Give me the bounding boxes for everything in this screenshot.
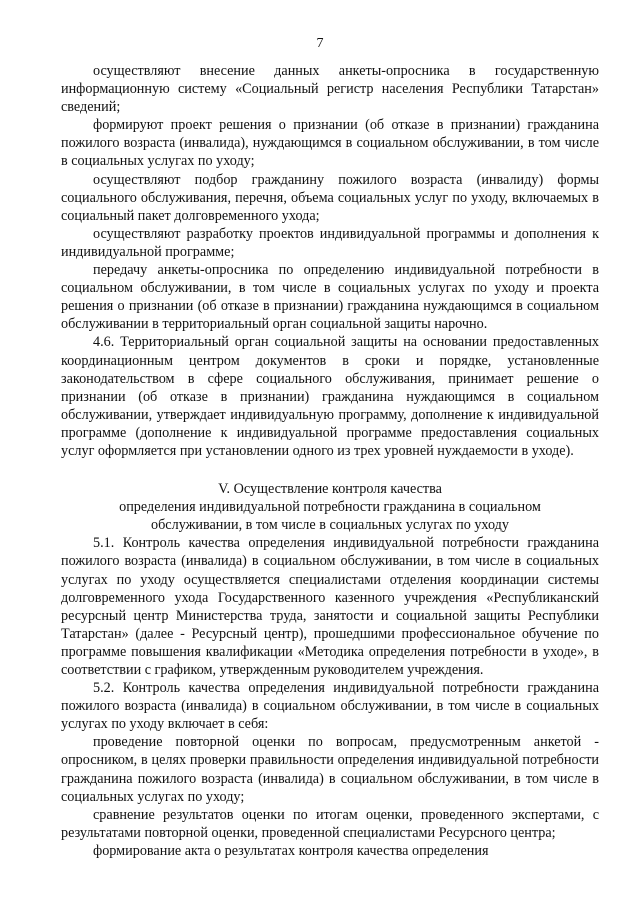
paragraph-4: осуществляют разработку проектов индивидуальной программы и дополнения к индивидуальной программе; bbox=[61, 225, 599, 260]
paragraph-4-6: 4.6. Территориальный орган социальной защиты на основании предоставленных координационным центром документов в сроки и порядке, установленные законодательством в сфере социального обслуживания, принимает решение о признании (об отказе в признании) гражданина нуждающимся в социальном обслуживании, утверждает индивидуальную программу, дополнение к индивидуальной программе (дополнение к индивидуальной программе предоставления социальных услуг оформляется при установлении одного из трех уровней нуждаемости в уходе). bbox=[61, 334, 599, 459]
page-number: 7 bbox=[316, 36, 324, 51]
paragraph-5: передачу анкеты-опросника по определению индивидуальной потребности в социальном обслуживании, в том числе в социальных услугах по уходу и проекта решения о признании (об отказе в признании) гражданина нуждающимся в социальном обслуживании в территориальный орган социальной защиты нарочно. bbox=[61, 262, 599, 333]
paragraph-5-2: 5.2. Контроль качества определения индивидуальной потребности гражданина пожилого возраста (инвалида) в социальном обслуживании, в том числе в социальных услугах по уходу включает в себя: bbox=[61, 680, 599, 733]
paragraph-3: осуществляют подбор гражданину пожилого возраста (инвалиду) формы социального обслуживания, перечня, объема социальных услуг по уходу, включаемых в социальный пакет долговременного ухода; bbox=[61, 171, 599, 224]
paragraph-1: осуществляют внесение данных анкеты-опросника в государственную информационную систему «Социальный регистр населения Республики Татарстан» сведений; bbox=[61, 63, 599, 116]
paragraph-2: формируют проект решения о признании (об отказе в признании) гражданина пожилого возраста (инвалида), нуждающимся в социальном обслуживании, в том числе в социальных услугах по уходу; bbox=[61, 117, 599, 170]
paragraph-5-2-item-1: проведение повторной оценки по вопросам, предусмотренным анкетой - опросником, в целях проверки правильности определения индивидуальной потребности гражданина пожилого возраста (инвалида) в социальном обслуживании, в том числе в социальных услугах по уходу; bbox=[61, 734, 599, 805]
section-heading-title: V. Осуществление контроля качества bbox=[218, 481, 442, 498]
paragraph-5-1: 5.1. Контроль качества определения индивидуальной потребности гражданина пожилого возраста (инвалида) в социальном обслуживании, в том числе в социальных услугах по уходу осуществляется специалистами отделения координации системы долговременного ухода Государственного казенного учреждения «Республиканский ресурсный центр Министерства труда, занятости и социальной защиты Республики Татарстан» (далее - Ресурсный центр), прошедшими профессиональное обучение по программе повышения квалификации «Методика определения потребности в уходе», в соответствии с графиком, утвержденным руководителем учреждения. bbox=[61, 535, 599, 678]
paragraph-5-2-item-2: сравнение результатов оценки по итогам оценки, проведенного экспертами, с результатами повторной оценки, проведенной специалистами Ресурсного центра; bbox=[61, 806, 599, 841]
document-body bbox=[61, 62, 599, 860]
paragraph-5-2-item-3: формирование акта о результатах контроля качества определения bbox=[93, 842, 489, 859]
section-heading-line-3: обслуживании, в том числе в социальных услугах по уходу bbox=[151, 517, 509, 534]
section-heading-line-2: определения индивидуальной потребности гражданина в социальном bbox=[119, 499, 541, 516]
